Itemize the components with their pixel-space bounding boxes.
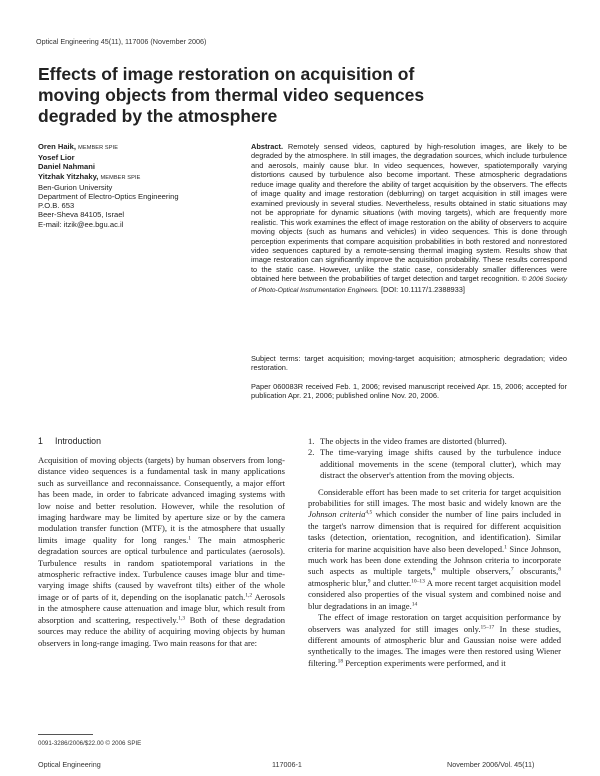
footer-journal: Optical Engineering	[38, 760, 101, 769]
text-run: In these studies, different amounts of atmospheric blur and Gaussian noise were added synthetically to the images. The images were then restored using Wiener filtering.	[308, 623, 561, 668]
text-run: multiple observers,	[435, 566, 511, 577]
left-column	[38, 455, 285, 649]
author	[38, 142, 238, 153]
author-email: E-mail: itzik@ee.bgu.ac.il	[38, 219, 124, 229]
author-name: Daniel Nahmani	[38, 162, 95, 172]
text-run: Johnson criteria	[308, 509, 366, 520]
text-run: Considerable effort has been made to set criteria for target acquisition probabilities for still images. The most basic and widely known are the	[308, 486, 561, 509]
right-column	[308, 436, 561, 669]
paper-title: Effects of image restoration on acquisition of moving objects from thermal video sequences degraded by the atmosphere	[38, 64, 425, 126]
paper-received: Paper 060083R received Feb. 1, 2006; revised manuscript received Apr. 15, 2006; accepted for publication Apr. 21, 2006; published online Nov. 20, 2006.	[251, 382, 567, 401]
citation: 1,3	[178, 615, 186, 622]
list-number: 1.	[308, 436, 315, 446]
list-number: 2.	[308, 447, 315, 458]
text-run: Perception experiments were performed, and it	[343, 657, 506, 668]
text-run: which consider the number of line pairs included in the target's narrow dimension that is required for different acquisition tasks (detection, orientation, recognition, and identification). Similar criteria for marine acquisition have also been developed.	[308, 509, 561, 554]
copyright-notice: © 2006 Society of Photo-Optical Instrumentation Engineers.	[251, 276, 567, 294]
section-title: Introduction	[55, 436, 101, 446]
text-run: Both of these degradation sources may reduce the ability of acquiring moving objects by human observers in long-range imaging. Two main reasons for that are:	[38, 614, 285, 648]
citation: 1	[188, 535, 192, 542]
abstract-body: Remotely sensed videos, captured by high-resolution images, are likely to be degraded by the atmosphere. In still images, the degradation sources, which include turbulence and aerosols, mainly cause blur. In video sequences, however, spatiotemporally varying distortions caused by turbulence also become important. These atmospheric degradations reduce image quality and therefore the ability of target acquisition by the observers. The effects of image quality and image restoration (deblurring) on target acquisition in still images were examined previously in several studies. Nevertheless, results obtained in static situations may not be appropriate for dynamic situations (with moving targets), which are frequently more realistic. This work examines the effect of image restoration on the ability of observers to acquire moving objects (such as humans and vehicles) in video sequences. This is done through perception experiments that compare acquisition probabilities in both restored and nonrestored video sequences captured by a remote-sensing thermal imaging system. Results show that image restoration can significantly improve the acquisition probability. These results correspond to the static case. However, unlike the static case, considerably smaller differences were obtained here between the probabilities of target detection and target recognition.	[251, 142, 567, 284]
citation: 18	[337, 658, 344, 665]
author-block	[38, 142, 238, 229]
list-text: The objects in the video frames are distorted (blurred).	[320, 436, 507, 446]
text-run: and clutter.	[370, 577, 412, 588]
author-name: Oren Haik,	[38, 142, 76, 151]
doi: [DOI: 10.1117/1.2388933]	[380, 284, 465, 294]
section-number: 1	[38, 436, 43, 446]
abstract-label: Abstract.	[251, 142, 284, 151]
section-heading	[38, 436, 101, 446]
author	[38, 172, 238, 183]
text-run: atmospheric blur,	[308, 577, 368, 588]
text-run: Acquisition of moving objects (targets) by human observers from long-distance video sequences is a fundamental task in many applications such as surveillance and reconnaissance. Consequently, a major effort has been made, in order to fabricate advanced imaging systems with low noise and better resolution. However, while the resolution of imaging hardware may be limited by aperture size or by the camera modulation transfer function (MTF), it is the atmosphere that usually limits image quality for long ranges.	[38, 455, 285, 545]
author-name: Yitzhak Yitzhaky,	[38, 171, 99, 181]
citation: 7	[510, 566, 514, 573]
citation: 9	[367, 578, 371, 585]
affiliation-line: Ben-Gurion University	[38, 182, 113, 192]
footnote-divider	[38, 734, 93, 735]
text-run: The main atmospheric degradation sources are optical turbulence and particulates (aerosols). Turbulence results in random spatiotemporal variations in the atmospheric refractive index. Turbulence causes image blur and time-varying image shifts (caused by wavefront tilts) either of the whole image or of parts of it, depending on the isoplanatic patch.	[38, 534, 285, 602]
text-run: Aerosols in the atmosphere cause attenuation and image blur, which result from absorption and scattering, respectively.	[38, 591, 285, 625]
citation: 6	[432, 566, 436, 573]
citation: 10–13	[411, 578, 425, 585]
text-run: The effect of image restoration on target acquisition performance by observers was analyzed for still images only.	[308, 612, 561, 634]
list-item	[308, 447, 561, 481]
text-run: obscurants,	[513, 566, 559, 577]
reasons-list	[308, 436, 561, 482]
paragraph	[308, 612, 561, 669]
paragraph	[308, 487, 561, 612]
footer-issue: November 2006/Vol. 45(11)	[447, 760, 535, 769]
footnote: 0091-3286/2006/$22.00 © 2006 SPIE	[38, 740, 142, 747]
author	[38, 162, 238, 171]
footer-page-number: 117006-1	[272, 760, 302, 769]
citation: 8	[558, 566, 562, 573]
list-text: The time-varying image shifts caused by the turbulence induce additional movements in the scene (temporal clutter), which may distract the observer's attention from the moving objects.	[320, 447, 561, 481]
list-item	[308, 436, 561, 447]
paragraph	[38, 455, 285, 649]
citation: 1	[504, 544, 507, 551]
author-name: Yosef Lior	[38, 153, 75, 163]
author	[38, 153, 238, 162]
citation: 14	[411, 601, 418, 608]
abstract	[251, 142, 567, 295]
text-run: A more recent target acquisition model considered also properties of the visual system and combined noise and blur degradations in an image.	[308, 577, 561, 611]
affiliation-line: Department of Electro-Optics Engineering	[38, 192, 179, 202]
text-run: Since Johnson, much work has been done extending the Johnson criteria to incorporate such aspects as multiple targets,	[308, 543, 561, 577]
citation: 1,2	[245, 592, 253, 599]
author-membership: MEMBER SPIE	[78, 145, 119, 151]
citation: 15–17	[480, 624, 495, 630]
affiliation-line: P.O.B. 653	[38, 201, 75, 211]
subject-terms: Subject terms: target acquisition; moving-target acquisition; atmospheric degradation; video restoration.	[251, 354, 567, 373]
affiliation-line: Beer-Sheva 84105, Israel	[38, 210, 125, 220]
journal-header: Optical Engineering 45(11), 117006 (November 2006)	[36, 37, 207, 46]
author-membership: MEMBER SPIE	[100, 174, 141, 181]
citation: 4,5	[365, 509, 373, 516]
